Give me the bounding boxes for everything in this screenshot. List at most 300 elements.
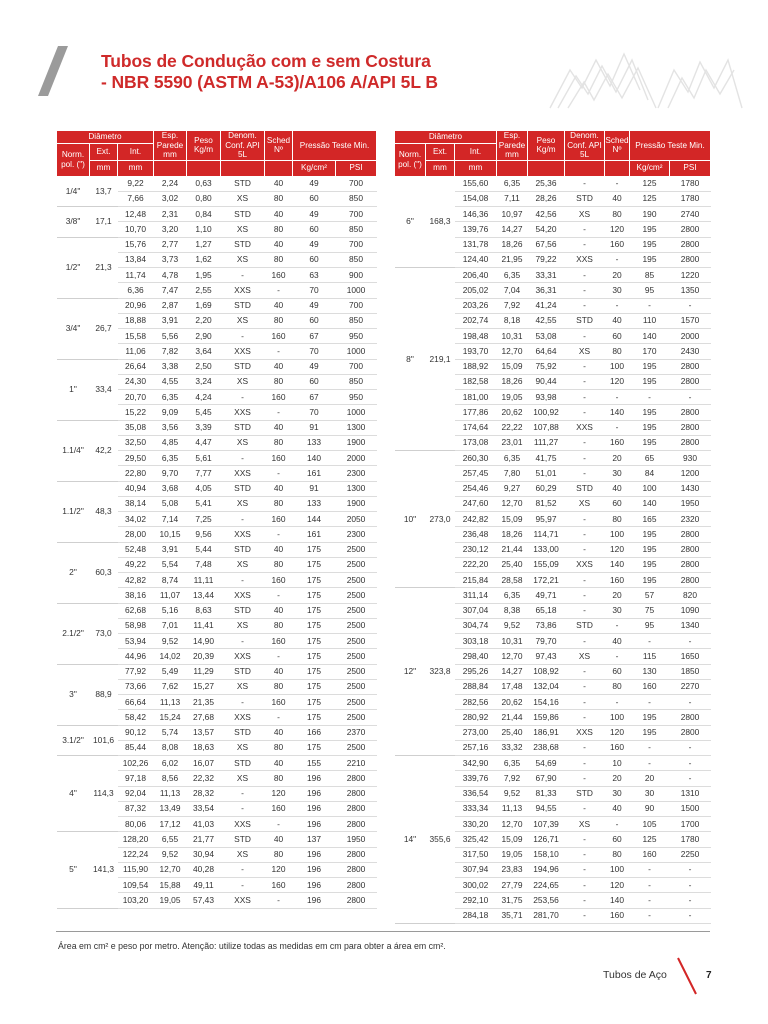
peso-value: 81,52 (528, 496, 565, 511)
header-peso: Peso Kg/m (528, 131, 565, 161)
int-value: 295,26 (455, 664, 497, 679)
denominacao-value: - (565, 847, 605, 862)
ext-value: 219,1 (426, 268, 455, 451)
pressao-kgcm2-value: 140 (630, 329, 670, 344)
denominacao-value: - (565, 390, 605, 405)
sched-value: - (605, 298, 630, 313)
peso-value: 54,69 (528, 756, 565, 771)
denominacao-value: - (221, 801, 265, 816)
footer-label: Tubos de Aço (603, 969, 667, 981)
pressao-psi-value: 2500 (336, 740, 377, 755)
pressao-psi-value: 2800 (670, 252, 711, 267)
pressao-kgcm2-value: 195 (630, 252, 670, 267)
espessura-value: 13,49 (154, 801, 187, 816)
int-value: 205,02 (455, 283, 497, 298)
espessura-value: 15,09 (497, 359, 528, 374)
pressao-kgcm2-value: 75 (630, 603, 670, 618)
denominacao-value: XS (221, 252, 265, 267)
peso-value: 132,04 (528, 679, 565, 694)
espessura-value: 2,77 (154, 237, 187, 252)
pressao-psi-value: 850 (336, 374, 377, 389)
pressao-kgcm2-value: 175 (293, 664, 336, 679)
ext-value: 17,1 (90, 207, 118, 238)
int-value: 311,14 (455, 588, 497, 603)
pressao-kgcm2-value: 195 (630, 405, 670, 420)
norm-value: 3/4" (57, 298, 90, 359)
int-value: 122,24 (118, 847, 154, 862)
sched-value: - (265, 466, 293, 481)
denominacao-value: XS (565, 344, 605, 359)
header-unit-psi: PSI (670, 160, 711, 176)
pressao-psi-value: 2800 (670, 435, 711, 450)
peso-value: 186,91 (528, 725, 565, 740)
sched-value: 30 (605, 603, 630, 618)
espessura-value: 7,11 (497, 191, 528, 206)
pressao-kgcm2-value: 49 (293, 359, 336, 374)
peso-value: 3,24 (187, 374, 221, 389)
pressao-psi-value: 1950 (670, 496, 711, 511)
pressao-kgcm2-value: 70 (293, 405, 336, 420)
sched-value: 60 (605, 832, 630, 847)
espessura-value: 19,05 (497, 390, 528, 405)
int-value: 206,40 (455, 268, 497, 283)
pressao-kgcm2-value: 60 (293, 191, 336, 206)
header-unit-blank (187, 160, 221, 176)
sched-value: 140 (605, 405, 630, 420)
header-unit-blank (497, 160, 528, 176)
table-row (57, 542, 377, 557)
espessura-value: 7,82 (154, 344, 187, 359)
pressao-kgcm2-value: 175 (293, 634, 336, 649)
peso-value: 13,57 (187, 725, 221, 740)
pressao-kgcm2-value: 60 (293, 374, 336, 389)
denominacao-value: XS (565, 207, 605, 222)
pressao-kgcm2-value: - (630, 695, 670, 710)
pressao-psi-value: 2800 (670, 359, 711, 374)
espessura-value: 17,12 (154, 817, 187, 832)
sched-value: 160 (265, 268, 293, 283)
denominacao-value: XS (221, 618, 265, 633)
peso-value: 94,55 (528, 801, 565, 816)
pressao-kgcm2-value: 196 (293, 817, 336, 832)
int-value: 15,22 (118, 405, 154, 420)
header-pressao: Pressão Teste Min. (293, 131, 377, 161)
sched-value: 20 (605, 771, 630, 786)
ext-value: 141,3 (90, 832, 118, 908)
espessura-value: 18,26 (497, 374, 528, 389)
int-value: 307,04 (455, 603, 497, 618)
int-value: 80,06 (118, 817, 154, 832)
peso-value: 3,64 (187, 344, 221, 359)
denominacao-value: - (565, 283, 605, 298)
peso-value: 1,95 (187, 268, 221, 283)
peso-value: 5,61 (187, 451, 221, 466)
pressao-psi-value: 700 (336, 176, 377, 191)
peso-value: 60,29 (528, 481, 565, 496)
peso-value: 41,03 (187, 817, 221, 832)
sched-value: 80 (605, 344, 630, 359)
header-unit-blank (221, 160, 265, 176)
peso-value: 11,41 (187, 618, 221, 633)
int-value: 284,18 (455, 908, 497, 923)
table-row (395, 451, 711, 466)
peso-value: 107,88 (528, 420, 565, 435)
pressao-psi-value: 1000 (336, 405, 377, 420)
pressao-psi-value: 2800 (670, 557, 711, 572)
int-value: 181,00 (455, 390, 497, 405)
sched-value: 80 (265, 222, 293, 237)
pressao-kgcm2-value: 175 (293, 740, 336, 755)
sched-value: - (265, 405, 293, 420)
pressao-psi-value: 2300 (336, 527, 377, 542)
espessura-value: 11,13 (497, 801, 528, 816)
espessura-value: 3,73 (154, 252, 187, 267)
denominacao-value: - (565, 664, 605, 679)
denominacao-value: - (221, 634, 265, 649)
sched-value: 160 (265, 573, 293, 588)
pressao-kgcm2-value: 196 (293, 786, 336, 801)
peso-value: 224,65 (528, 878, 565, 893)
denominacao-value: - (565, 451, 605, 466)
denominacao-value: STD (221, 481, 265, 496)
sched-value: 160 (265, 329, 293, 344)
pressao-kgcm2-value: 84 (630, 466, 670, 481)
pressao-kgcm2-value: 196 (293, 893, 336, 908)
pressao-kgcm2-value: 166 (293, 725, 336, 740)
header-sched: Sched Nº (265, 131, 293, 161)
pressao-kgcm2-value: 49 (293, 298, 336, 313)
peso-value: 18,63 (187, 740, 221, 755)
espessura-value: 6,35 (497, 451, 528, 466)
denominacao-value: - (565, 222, 605, 237)
denominacao-value: - (565, 878, 605, 893)
int-value: 257,45 (455, 466, 497, 481)
denominacao-value: STD (221, 725, 265, 740)
peso-value: 67,90 (528, 771, 565, 786)
pressao-psi-value: 1200 (670, 466, 711, 481)
denominacao-value: - (221, 695, 265, 710)
peso-value: 0,63 (187, 176, 221, 191)
table-row (57, 832, 377, 847)
espessura-value: 3,56 (154, 420, 187, 435)
espessura-value: 33,32 (497, 740, 528, 755)
pressao-psi-value: 1340 (670, 618, 711, 633)
peso-value: 21,35 (187, 695, 221, 710)
int-value: 131,78 (455, 237, 497, 252)
pressao-kgcm2-value: 175 (293, 573, 336, 588)
footer-slash-decoration (672, 956, 702, 996)
ext-value: 355,6 (426, 756, 455, 924)
pressao-psi-value: 1430 (670, 481, 711, 496)
header-unit-blank (528, 160, 565, 176)
sched-value: 160 (265, 878, 293, 893)
peso-value: 133,00 (528, 542, 565, 557)
right-table (394, 130, 711, 924)
peso-value: 253,56 (528, 893, 565, 908)
header-unit-mm: mm (455, 160, 497, 176)
pressao-kgcm2-value: 175 (293, 557, 336, 572)
sched-value: 40 (605, 481, 630, 496)
sched-value: 80 (265, 435, 293, 450)
peso-value: 97,43 (528, 649, 565, 664)
espessura-value: 6,35 (497, 756, 528, 771)
table-row (57, 237, 377, 252)
int-value: 280,92 (455, 710, 497, 725)
pressao-psi-value: 700 (336, 237, 377, 252)
peso-value: 90,44 (528, 374, 565, 389)
pressao-psi-value: 900 (336, 268, 377, 283)
pressao-psi-value: 2500 (336, 634, 377, 649)
table-row (57, 176, 377, 191)
sched-value: 120 (265, 786, 293, 801)
pressao-psi-value: 2000 (670, 329, 711, 344)
int-value: 26,64 (118, 359, 154, 374)
title-line-1: Tubos de Condução com e sem Costura (101, 51, 431, 71)
espessura-value: 9,52 (154, 847, 187, 862)
sched-value: 160 (605, 573, 630, 588)
int-value: 40,94 (118, 481, 154, 496)
sched-value: 160 (605, 237, 630, 252)
denominacao-value: XS (221, 313, 265, 328)
denominacao-value: - (221, 573, 265, 588)
peso-value: 22,32 (187, 771, 221, 786)
sched-value: 80 (265, 740, 293, 755)
peso-value: 30,94 (187, 847, 221, 862)
pressao-kgcm2-value: 155 (293, 756, 336, 771)
header-diametro: Diâmetro (395, 131, 497, 144)
sched-value: 160 (605, 435, 630, 450)
sched-value: 160 (265, 451, 293, 466)
pressao-kgcm2-value: 140 (630, 496, 670, 511)
denominacao-value: - (565, 603, 605, 618)
denominacao-value: STD (565, 481, 605, 496)
sched-value: 100 (605, 710, 630, 725)
norm-value: 1/4" (57, 176, 90, 207)
denominacao-value: - (221, 862, 265, 877)
int-value: 38,16 (118, 588, 154, 603)
header-sched: Sched Nº (605, 131, 630, 161)
norm-value: 10" (395, 451, 426, 588)
pressao-kgcm2-value: 165 (630, 512, 670, 527)
peso-value: 93,98 (528, 390, 565, 405)
denominacao-value: - (565, 542, 605, 557)
pressao-psi-value: - (670, 908, 711, 923)
peso-value: 95,97 (528, 512, 565, 527)
sched-value: 100 (605, 359, 630, 374)
int-value: 202,74 (455, 313, 497, 328)
peso-value: 40,28 (187, 862, 221, 877)
peso-value: 1,69 (187, 298, 221, 313)
denominacao-value: XS (221, 771, 265, 786)
pressao-psi-value: 2500 (336, 603, 377, 618)
sched-value: 40 (605, 191, 630, 206)
espessura-value: 12,70 (497, 344, 528, 359)
espessura-value: 6,35 (497, 176, 528, 191)
int-value: 128,20 (118, 832, 154, 847)
sched-value: 160 (265, 801, 293, 816)
sched-value: 40 (265, 420, 293, 435)
denominacao-value: STD (221, 207, 265, 222)
int-value: 15,58 (118, 329, 154, 344)
pressao-psi-value: 1090 (670, 603, 711, 618)
norm-value: 1.1/2" (57, 481, 90, 542)
espessura-value: 21,44 (497, 542, 528, 557)
sched-value: 30 (605, 283, 630, 298)
pressao-psi-value: - (670, 893, 711, 908)
espessura-value: 9,70 (154, 466, 187, 481)
int-value: 87,32 (118, 801, 154, 816)
denominacao-value: - (565, 771, 605, 786)
peso-value: 9,56 (187, 527, 221, 542)
pressao-psi-value: 820 (670, 588, 711, 603)
denominacao-value: - (565, 573, 605, 588)
espessura-value: 6,02 (154, 756, 187, 771)
pressao-psi-value: 1650 (670, 649, 711, 664)
peso-value: 81,33 (528, 786, 565, 801)
peso-value: 11,11 (187, 573, 221, 588)
int-value: 139,76 (455, 222, 497, 237)
pressao-psi-value: 1300 (336, 481, 377, 496)
int-value: 273,00 (455, 725, 497, 740)
denominacao-value: XS (565, 817, 605, 832)
pressao-kgcm2-value: 144 (293, 512, 336, 527)
pressao-psi-value: 700 (336, 207, 377, 222)
peso-value: 5,44 (187, 542, 221, 557)
pressao-kgcm2-value: - (630, 908, 670, 923)
pressao-psi-value: 2800 (336, 893, 377, 908)
sched-value: 80 (265, 847, 293, 862)
peso-value: 33,31 (528, 268, 565, 283)
espessura-value: 21,44 (497, 710, 528, 725)
sched-value: - (265, 649, 293, 664)
sched-value: 60 (605, 329, 630, 344)
peso-value: 73,86 (528, 618, 565, 633)
sched-value: 100 (605, 527, 630, 542)
pressao-psi-value: 2800 (336, 817, 377, 832)
denominacao-value: XS (221, 847, 265, 862)
footnote-divider (56, 931, 710, 932)
sched-value: 60 (605, 496, 630, 511)
sched-value: 40 (265, 756, 293, 771)
denominacao-value: XS (221, 679, 265, 694)
int-value: 182,58 (455, 374, 497, 389)
pressao-psi-value: 1570 (670, 313, 711, 328)
table-row (57, 420, 377, 435)
int-value: 115,90 (118, 862, 154, 877)
int-value: 146,36 (455, 207, 497, 222)
int-value: 288,84 (455, 679, 497, 694)
espessura-value: 11,07 (154, 588, 187, 603)
pressao-kgcm2-value: 91 (293, 481, 336, 496)
pressao-psi-value: 2800 (670, 405, 711, 420)
peso-value: 20,39 (187, 649, 221, 664)
pressao-psi-value: - (670, 695, 711, 710)
header-unit-psi: PSI (336, 160, 377, 176)
sched-value: 120 (605, 222, 630, 237)
pressao-psi-value: 2800 (670, 222, 711, 237)
pressao-psi-value: 1220 (670, 268, 711, 283)
header-ext: Ext. (90, 144, 118, 161)
int-value: 28,00 (118, 527, 154, 542)
ext-value: 273,0 (426, 451, 455, 588)
pressao-psi-value: 2800 (336, 771, 377, 786)
sched-value: - (265, 893, 293, 908)
sched-value: - (265, 817, 293, 832)
espessura-value: 3,68 (154, 481, 187, 496)
peso-value: 114,71 (528, 527, 565, 542)
int-value: 247,60 (455, 496, 497, 511)
espessura-value: 6,35 (497, 588, 528, 603)
pressao-psi-value: 2500 (336, 664, 377, 679)
espessura-value: 5,56 (154, 329, 187, 344)
espessura-value: 7,92 (497, 771, 528, 786)
espessura-value: 3,20 (154, 222, 187, 237)
header-unit-blank (605, 160, 630, 176)
pressao-psi-value: 2300 (336, 466, 377, 481)
denominacao-value: XXS (221, 588, 265, 603)
pressao-kgcm2-value: 67 (293, 329, 336, 344)
int-value: 13,84 (118, 252, 154, 267)
espessura-value: 7,01 (154, 618, 187, 633)
denominacao-value: XXS (565, 420, 605, 435)
sched-value: 40 (265, 542, 293, 557)
header-diametro: Diâmetro (57, 131, 154, 144)
header-denominacao: Denom. Conf. API 5L (565, 131, 605, 161)
sched-value: 80 (265, 679, 293, 694)
sched-value: - (605, 420, 630, 435)
denominacao-value: XXS (221, 405, 265, 420)
int-value: 292,10 (455, 893, 497, 908)
sched-value: 160 (265, 390, 293, 405)
denominacao-value: XS (221, 191, 265, 206)
peso-value: 8,63 (187, 603, 221, 618)
pressao-kgcm2-value: 195 (630, 374, 670, 389)
peso-value: 42,56 (528, 207, 565, 222)
denominacao-value: XXS (221, 893, 265, 908)
peso-value: 42,55 (528, 313, 565, 328)
denominacao-value: - (565, 435, 605, 450)
int-value: 53,94 (118, 634, 154, 649)
pressao-psi-value: 950 (336, 329, 377, 344)
pressao-kgcm2-value: 195 (630, 557, 670, 572)
peso-value: 7,77 (187, 466, 221, 481)
pressao-kgcm2-value: 190 (630, 207, 670, 222)
pressao-kgcm2-value: 175 (293, 542, 336, 557)
pressao-kgcm2-value: 70 (293, 344, 336, 359)
pressao-psi-value: 1780 (670, 832, 711, 847)
pressao-kgcm2-value: 196 (293, 878, 336, 893)
peso-value: 79,22 (528, 252, 565, 267)
pressao-psi-value: 2800 (670, 237, 711, 252)
pressao-psi-value: 1000 (336, 283, 377, 298)
peso-value: 11,29 (187, 664, 221, 679)
int-value: 20,96 (118, 298, 154, 313)
sched-value: 40 (265, 664, 293, 679)
espessura-value: 11,13 (154, 786, 187, 801)
pressao-psi-value: 2430 (670, 344, 711, 359)
pressao-kgcm2-value: 49 (293, 237, 336, 252)
pressao-kgcm2-value: 70 (293, 283, 336, 298)
peso-value: 75,92 (528, 359, 565, 374)
pressao-kgcm2-value: 175 (293, 618, 336, 633)
int-value: 155,60 (455, 176, 497, 191)
peso-value: 158,10 (528, 847, 565, 862)
pressao-kgcm2-value: 175 (293, 649, 336, 664)
peso-value: 1,62 (187, 252, 221, 267)
sched-value: 40 (265, 603, 293, 618)
int-value: 49,22 (118, 557, 154, 572)
pressao-psi-value: 2800 (670, 374, 711, 389)
